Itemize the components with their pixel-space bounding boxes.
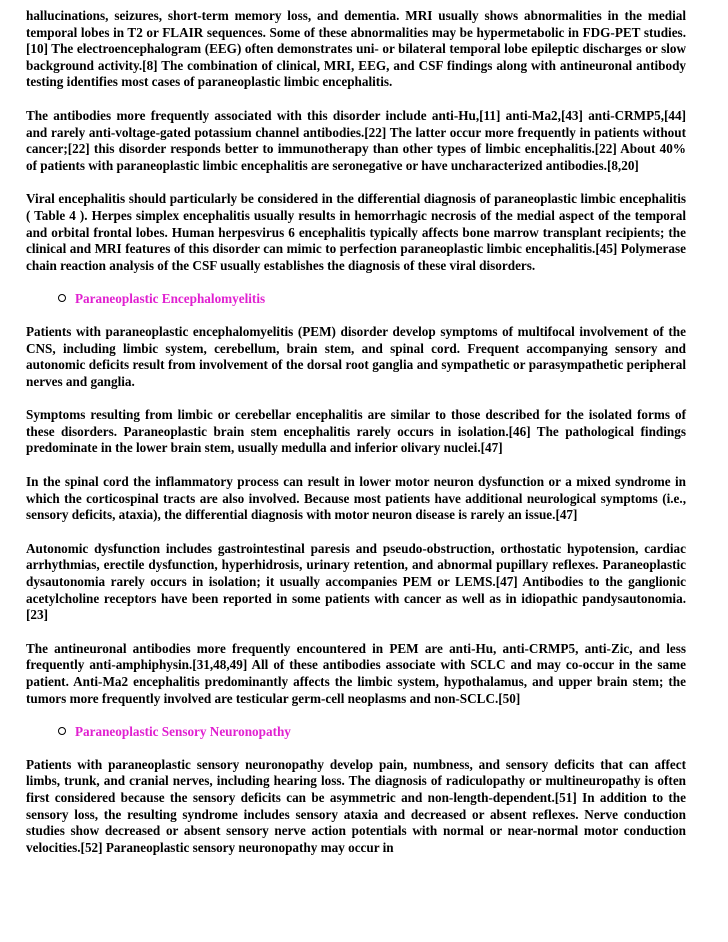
section-heading-encephalomyelitis	[26, 291, 686, 308]
paragraph: Autonomic dysfunction includes gastrointestinal paresis and pseudo-obstruction, orthostatic hypotension, cardiac arrhythmias, erectile dysfunction, hyperhidrosis, urinary retention, and abnormal pupillary reflexes. Paraneoplastic dysautonomia rarely occurs in isolation; it usually accompanies PEM or LEMS.[47] Antibodies to the ganglionic acetylcholine receptors have been reported in some patients with cancer as well as in idiopathic pandysautonomia.[23]	[26, 540, 686, 623]
circle-bullet-icon	[58, 727, 66, 735]
paragraph: Symptoms resulting from limbic or cerebellar encephalitis are similar to those described for the isolated forms of these disorders. Paraneoplastic brain stem encephalitis rarely occurs in isolation.[46] The pathological findings predominate in the lower brain stem, usually medulla and inferior olivary nuclei.[47]	[26, 407, 686, 456]
paragraph: The antibodies more frequently associated with this disorder include anti-Hu,[11] anti-Ma2,[43] anti-CRMP5,[44] and rarely anti-voltage-gated potassium channel antibodies.[22] The latter occur more frequently in patients without cancer;[22] this disorder responds better to immunotherapy than other types of limbic encephalitis.[22] About 40% of patients with paraneoplastic limbic encephalitis are seronegative or have uncharacterized antibodies.[8,20]	[26, 107, 686, 173]
heading-link-sensory-neuronopathy[interactable]: Paraneoplastic Sensory Neuronopathy	[75, 724, 291, 740]
paragraph: Patients with paraneoplastic sensory neuronopathy develop pain, numbness, and sensory deficits that can affect limbs, trunk, and cranial nerves, including hearing loss. The diagnosis of radiculopathy or multineuropathy is often first considered because the sensory deficits can be asymmetric and non-length-dependent.[51] In addition to the sensory loss, the resulting syndrome includes sensory ataxia and decreased or absent reflexes. Nerve conduction studies show decreased or absent sensory nerve action potentials with normal or near-normal motor conduction velocities.[52] Paraneoplastic sensory neuronopathy may occur in	[26, 756, 686, 855]
heading-link-encephalomyelitis[interactable]: Paraneoplastic Encephalomyelitis	[75, 291, 266, 307]
paragraph: The antineuronal antibodies more frequently encountered in PEM are anti-Hu, anti-CRMP5, anti-Zic, and less frequently anti-amphiphysin.[31,48,49] All of these antibodies associate with SCLC and may co-occur in the same patient. Anti-Ma2 encephalitis predominantly affects the limbic system, hypothalamus, and upper brain stem; the tumors more frequently involved are testicular germ-cell neoplasms and non-SCLC.[50]	[26, 640, 686, 706]
paragraph: Patients with paraneoplastic encephalomyelitis (PEM) disorder develop symptoms of multifocal involvement of the CNS, including limbic system, cerebellum, brain stem, and spinal cord. Frequent accompanying sensory and autonomic deficits result from involvement of the dorsal root ganglia and sympathetic or parasympathetic peripheral nerves and ganglia.	[26, 323, 686, 389]
document-body	[26, 8, 686, 873]
paragraph: In the spinal cord the inflammatory process can result in lower motor neuron dysfunction or a mixed syndrome in which the corticospinal tracts are also involved. Because most patients have additional neurological symptoms (i.e., sensory deficits, ataxia), the differential diagnosis with motor neuron disease is rarely an issue.[47]	[26, 474, 686, 523]
circle-bullet-icon	[58, 294, 66, 302]
paragraph: Viral encephalitis should particularly be considered in the differential diagnosis of paraneoplastic limbic encephalitis ( Table 4 ). Herpes simplex encephalitis usually results in hemorrhagic necrosis of the medial aspect of the temporal and orbital frontal lobes. Human herpesvirus 6 encephalitis typically affects bone marrow transplant recipients; the clinical and MRI features of this disorder can mimic to perfection paraneoplastic limbic encephalitis.[45] Polymerase chain reaction analysis of the CSF usually establishes the diagnosis of these viral disorders.	[26, 191, 686, 273]
section-heading-sensory-neuronopathy	[26, 724, 686, 741]
paragraph: hallucinations, seizures, short-term memory loss, and dementia. MRI usually shows abnormalities in the medial temporal lobes in T2 or FLAIR sequences. Some of these abnormalities may be hypermetabolic in FDG-PET studies.[10] The electroencephalogram (EEG) often demonstrates uni- or bilateral temporal lobe epileptic discharges or slow background activity.[8] The combination of clinical, MRI, EEG, and CSF findings along with antineuronal antibody testing identifies most cases of paraneoplastic limbic encephalitis.	[26, 8, 686, 90]
